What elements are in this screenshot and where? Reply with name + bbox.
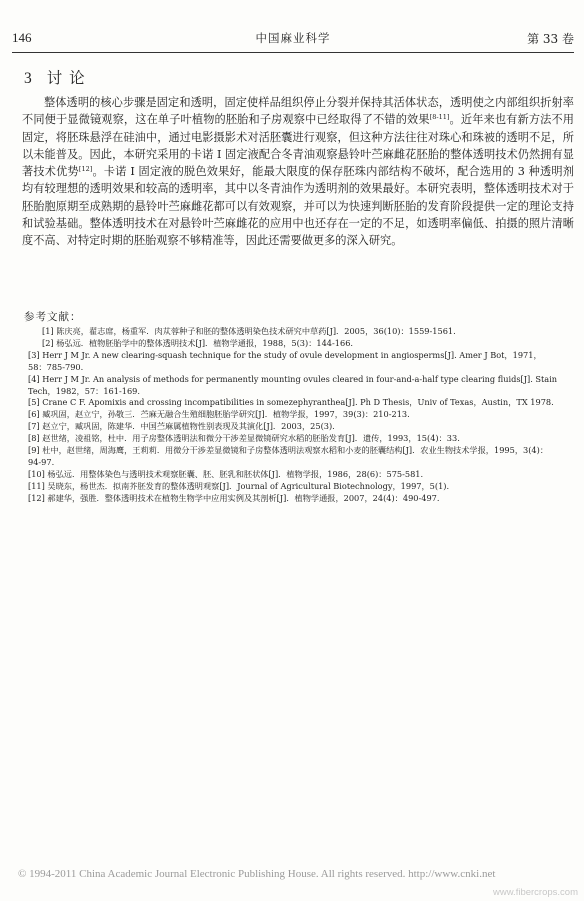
reference-item: [6] 臧巩固，赵立宁，孙敬三．苎麻无融合生殖细胞胚胎学研究[J]．植物学报，1997，39(3)：210-213. (28, 409, 410, 420)
page-header (12, 30, 574, 50)
reference-item: [4] Herr J M Jr. An analysis of methods for permanently mounting ovules cleared in four-and-a-half type clearing fluids[J]. Stain Tech，1982，57：161-169. (28, 373, 558, 396)
header-rule (12, 52, 574, 53)
discussion-paragraph (22, 94, 574, 250)
section-title: 讨 论 (46, 69, 86, 87)
references-list (28, 326, 558, 505)
journal-title: 中国麻业科学 (255, 31, 331, 45)
paragraph-text-2: 。近年来也有新方法不用固定，将胚珠悬浮在硅油中，通过电影摄影术对活胚囊进行观察，但这种方法往往对珠心和珠被的透明不足，所以未能普及。因此，本研究采用的卡诺 I 固定液配合冬青油观察悬铃叶苎麻雌花胚胎的整体透明技术仍然拥有显著技术优势 (22, 113, 574, 179)
citation-8-11[interactable]: [8-11] (429, 113, 450, 122)
page-number: 146 (12, 30, 32, 45)
section-heading (24, 66, 86, 88)
paragraph-text-3: 。卡诺 I 固定液的脱色效果好，能最大限度的保存胚珠内部结构不破坏，配合选用的 3 种透明剂均有较理想的透明效果和较高的透明率，其中以冬青油作为透明剂的效果最好。本研究表明，整体透明技术对于胚胎胞原期至成熟期的悬铃叶苎麻雌花都可以有效观察，并可以为快速判断胚胎的发育阶段提供一定的理论支持和试验基础。整体透明技术在对悬铃叶苎麻雌花的应用中也还存在一定的不足，如透明率偏低、拍摄的照片清晰度不高、对特定时期的胚胎观察不够精准等，因此还需要做更多的深入研究。 (22, 165, 574, 248)
reference-item: [12] 郝建华，强胜．整体透明技术在植物生物学中应用实例及其剖析[J]．植物学通报，2007，24(4)：490-497. (28, 492, 440, 503)
copyright-footer: © 1994-2011 China Academic Journal Electronic Publishing House. All rights reserved. http://www.cnki.net (18, 868, 496, 880)
reference-item: [8] 赵世绪，凌祖铭，杜中．用子房整体透明法和微分干涉差显微镜研究水稻的胚胎发育[J]．遗传，1993，15(4)：33. (28, 433, 460, 444)
reference-item: [7] 赵立宁，臧巩固，陈建华．中国苎麻属植物性别表现及其演化[J]．2003，25(3). (28, 421, 335, 432)
citation-12[interactable]: [12] (78, 165, 93, 174)
reference-item: [3] Herr J M Jr. A new clearing-squash technique for the study of ovule development in angiosperms[J]. Amer J Bot，1971，58：785-790. (28, 349, 542, 372)
reference-item: [5] Crane C F. Apomixis and crossing incompatibilities in somezephyranthea[J]. Ph D Thesis，Univ of Texas，Austin，TX 1978. (28, 397, 554, 408)
reference-item: [11] 吴晓东，杨世杰．拟南芥胚发育的整体透明观察[J]．Journal of Agricultural Biotechnology，1997，5(1). (28, 480, 450, 491)
section-number: 3 (24, 70, 33, 87)
paragraph-text-1: 整体透明的核心步骤是固定和透明，固定使样品组织停止分裂并保持其活体状态，透明使之内部组织折射率不同便于显微镜观察，这在单子叶植物的胚胎和子房观察中已经取得了不错的效果 (22, 96, 574, 127)
watermark: www.fibercrops.com (493, 887, 578, 898)
reference-item: [1] 陈庆亮，翟志席，杨重军．肉苁蓉种子和胚的整体透明染色技术研究中草药[J]．2005，36(10)：1559-1561. (42, 326, 456, 336)
reference-item: [2] 杨弘远．植物胚胎学中的整体透明技术[J]．植物学通报，1988，5(3)：144-166. (42, 337, 354, 348)
references-heading: 参考文献： (24, 311, 82, 323)
reference-item: [9] 杜中，赵世绪，周海鹰，王莉莉．用微分干涉差显微镜和子房整体透明法观察水稻和小麦的胚囊结构[J]．农业生物技术学报，1995，3(4)：94-97. (28, 445, 549, 467)
volume-label: 第 33 卷 (527, 32, 574, 46)
reference-item: [10] 杨弘远．用整体染色与透明技术观察胚囊、胚、胚乳和胚状体[J]．植物学报，1986，28(6)：575-581. (28, 468, 424, 479)
